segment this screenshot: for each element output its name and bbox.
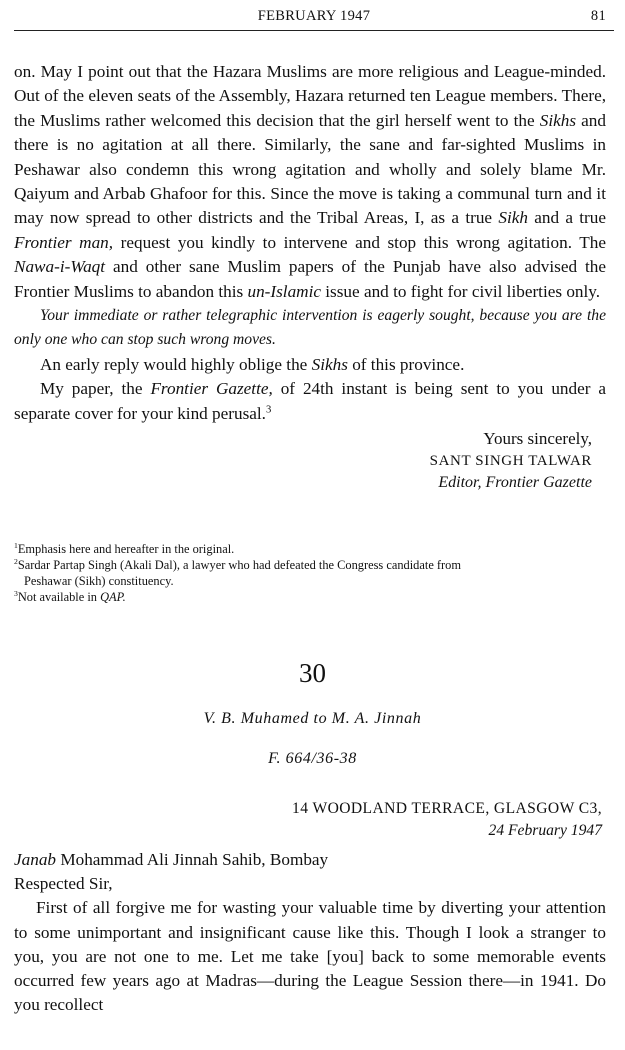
file-reference: F. 664/36-38 [268,750,357,767]
footnote-marker: 3 [14,588,18,598]
italic-text: Sikhs [311,354,348,374]
text-run: on. May I point out that the Hazara Muslims are more religious and League-minded. Out of the eleven seats of the Assembly, Hazara returned ten League members. There, the Muslims rather welcomed this decision that the girl herself went to the [14,62,606,130]
italic-text: Frontier Gazette, [150,379,273,399]
italic-text: Sikh [498,208,528,228]
sender-address [14,798,602,842]
signature-block [14,428,606,494]
document-heading: V. B. Muhamed to M. A. Jinnah [203,710,422,727]
emphasis-paragraph: Your immediate or rather telegraphic intervention is eagerly sought, because you are the only one who can stop such wrong moves. [14,307,606,349]
body-paragraph [14,353,606,377]
text-run: and there is no agitation at all there. Similarly, the sane and far-sighted Muslims in Peshawar also condemn this wrong agitation and wholly and solely blame Mr. Qaiyum and Arbab Ghafoor for this. Since the move is taking a communal turn and it may now spread to other districts and the Tribal Areas, I, as a true [14,110,606,228]
footnote-marker: 3 [265,403,272,415]
signatory-title: Editor, Frontier Gazette [438,474,592,492]
letter-date: 24 February 1947 [488,822,602,839]
text-run: and other sane Muslim papers of the Punjab have also advised the Frontier Muslims to abandon this [14,257,606,301]
text-run: Emphasis here and hereafter in the original. [17,542,235,556]
greeting: Respected Sir, [14,874,113,894]
text-run: of 24th instant is being sent to you under a separate cover for your kind perusal. [14,379,607,423]
text-run: issue and to fight for civil liberties only. [320,281,601,301]
text-run: Not available in [17,590,101,604]
italic-text: Frontier man, [14,232,114,252]
text-run: An early reply would highly oblige the [40,354,312,374]
italic-text: un-Islamic [247,281,321,301]
valediction: Yours sincerely, [483,429,592,449]
footnote [14,589,606,605]
text-run: and a true [527,208,606,228]
footnote-continuation: Peshawar (Sikh) constituency. [24,574,174,588]
footnote-marker: 1 [14,540,18,550]
letter-body [14,848,606,1017]
italic-text: Janab [14,850,57,869]
letter-body-continued [14,60,606,494]
text-run: of this province. [347,354,465,374]
text-run: My paper, the [40,379,151,399]
footnotes [14,541,606,605]
header-title: FEBRUARY 1947 [257,8,371,24]
italic-text: Nawa-i-Waqt [14,257,106,277]
italic-text: QAP. [100,590,126,604]
footnote [14,541,606,557]
body-paragraph [14,60,606,304]
document-number: 30 [299,658,326,688]
signatory-name: SANT SINGH TALWAR [429,453,592,470]
running-header [14,4,614,31]
text-run: Sardar Partap Singh (Akali Dal), a lawyer who had defeated the Congress candidate from [17,558,462,572]
italic-text: Sikhs [539,110,577,130]
page-number: 81 [590,8,606,24]
footnote [14,557,606,573]
text-run: request you kindly to intervene and stop this wrong agitation. The [113,232,606,252]
text-run: Mohammad Ali Jinnah Sahib, Bombay [56,850,329,869]
footnote-marker: 2 [14,556,18,566]
body-paragraph [14,377,606,426]
salutation [14,848,606,872]
address-line: 14 WOODLAND TERRACE, GLASGOW C3, [292,800,602,817]
body-paragraph: First of all forgive me for wasting your valuable time by diverting your attention to some unimportant and insignificant cause like this. Though I look a stranger to you, you are not one to me. Let me take [you] back to some memorable events occurred few years ago at Madras—during the League Session there—in 1941. Do you recollect [14,898,606,1015]
